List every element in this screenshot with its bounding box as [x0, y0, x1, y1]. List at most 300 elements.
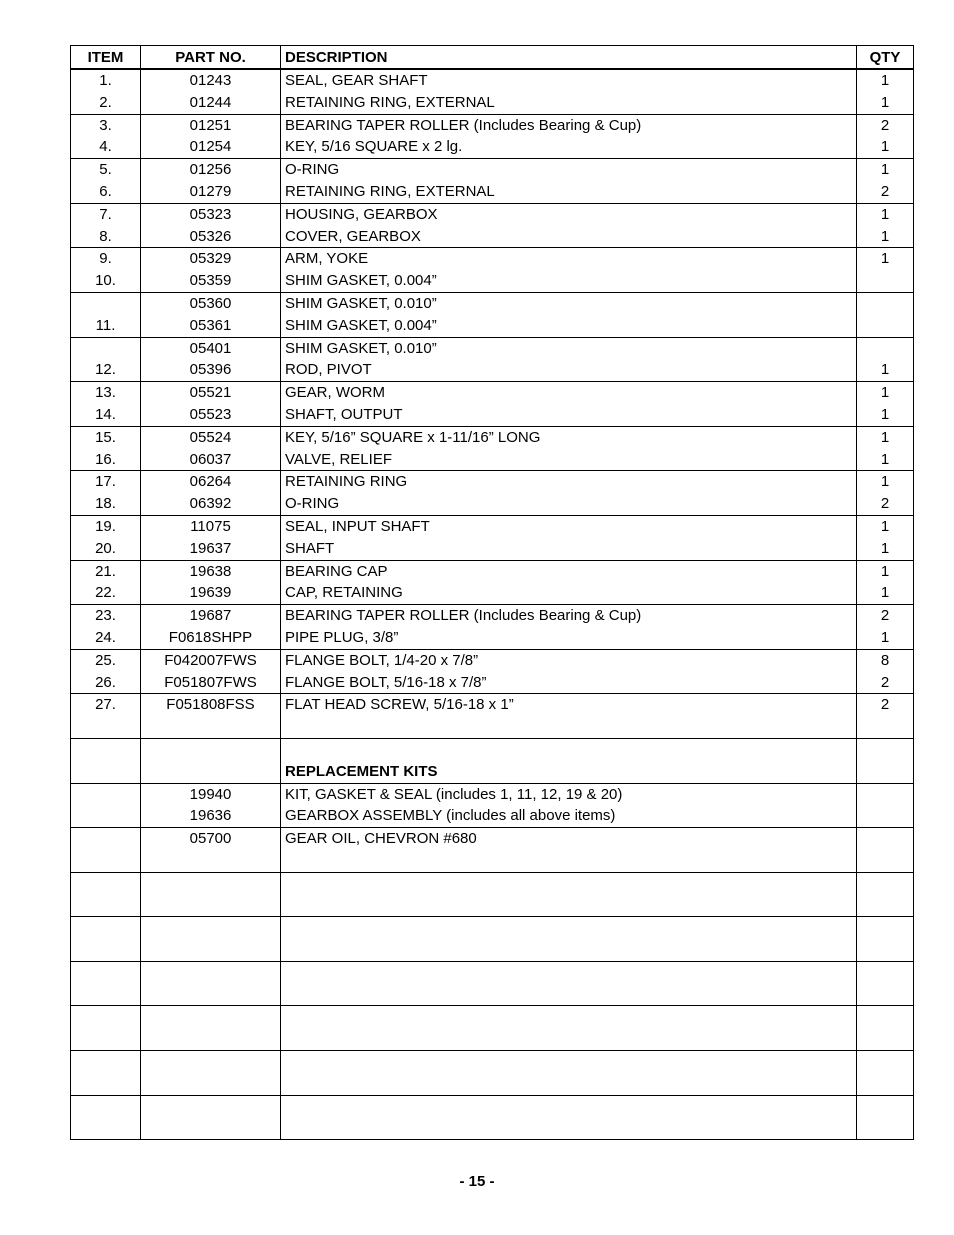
description-cell: [281, 917, 857, 962]
part-number: [145, 1117, 276, 1139]
item-number: [75, 917, 136, 939]
description: SEAL, GEAR SHAFT: [285, 72, 428, 89]
quantity: [861, 784, 909, 806]
quantity-cell: [857, 292, 914, 337]
item-number: 11.: [95, 316, 116, 334]
item-number: [75, 293, 136, 315]
quantity: [861, 1028, 909, 1050]
description: O-RING: [285, 161, 340, 179]
part-number: [145, 1006, 276, 1028]
description: O-RING: [285, 495, 340, 513]
item-number-cell: [71, 114, 141, 159]
quantity-cell: [857, 1095, 914, 1140]
part-number: [145, 1028, 276, 1050]
item-number: 21.: [95, 562, 116, 580]
table-row: [71, 560, 914, 605]
quantity-cell: [857, 783, 914, 828]
quantity: [861, 338, 909, 360]
part-number-cell: [141, 560, 281, 605]
description: [285, 1117, 852, 1139]
description-cell: [281, 694, 857, 739]
item-number: 19.: [95, 517, 116, 535]
item-number: [75, 850, 136, 872]
item-number: 5.: [99, 161, 112, 179]
description: [285, 962, 852, 984]
quantity: [861, 1051, 909, 1073]
part-number: 19638: [189, 562, 232, 580]
quantity: [861, 962, 909, 984]
part-number: 05360: [189, 294, 232, 312]
quantity: 1: [880, 428, 890, 446]
table-row: [71, 605, 914, 650]
item-number-cell: [71, 649, 141, 694]
part-number: 05521: [189, 384, 232, 402]
part-number: 19637: [189, 539, 232, 557]
quantity: [861, 739, 909, 761]
quantity: [861, 1073, 909, 1095]
quantity: 1: [880, 384, 890, 402]
quantity: [861, 1117, 909, 1139]
part-number: [145, 873, 276, 895]
part-number-cell: [141, 783, 281, 828]
item-number: [75, 828, 136, 850]
item-number-cell: [71, 292, 141, 337]
quantity: 2: [880, 116, 890, 134]
quantity: 1: [880, 138, 890, 156]
quantity: 1: [880, 72, 890, 89]
item-number-cell: [71, 605, 141, 650]
item-number: 23.: [95, 607, 116, 625]
quantity-cell: [857, 961, 914, 1006]
description-cell: [281, 872, 857, 917]
table-row: [71, 203, 914, 248]
description: ROD, PIVOT: [285, 361, 372, 379]
parts-body: [71, 69, 914, 1140]
description: KIT, GASKET & SEAL (includes 1, 11, 12, 19 & 20): [285, 785, 623, 803]
table-row: [71, 1006, 914, 1051]
description: CAP, RETAINING: [285, 584, 403, 602]
quantity-cell: [857, 649, 914, 694]
item-number-cell: [71, 515, 141, 560]
item-number-cell: [71, 738, 141, 783]
page-number: - 15 -: [459, 1173, 495, 1190]
quantity: [861, 850, 909, 872]
item-number: [75, 1051, 136, 1073]
part-number: [145, 962, 276, 984]
part-number: [145, 850, 276, 872]
description-cell: [281, 1051, 857, 1096]
description: PIPE PLUG, 3/8”: [285, 628, 399, 646]
description-cell: [281, 1095, 857, 1140]
quantity: [861, 293, 909, 315]
part-number: [145, 939, 276, 961]
item-number-cell: [71, 69, 141, 114]
description: [285, 873, 852, 895]
description: SHIM GASKET, 0.010”: [285, 339, 437, 357]
item-number: [75, 805, 136, 827]
item-number: 17.: [95, 473, 116, 491]
quantity: 1: [880, 227, 890, 245]
part-number-cell: [141, 426, 281, 471]
description-cell: [281, 292, 857, 337]
description: HOUSING, GEARBOX: [285, 205, 438, 223]
quantity-cell: [857, 159, 914, 204]
quantity: [861, 873, 909, 895]
quantity-cell: [857, 69, 914, 114]
item-number-cell: [71, 337, 141, 382]
description: COVER, GEARBOX: [285, 227, 421, 245]
description-cell: [281, 649, 857, 694]
part-number: 19636: [189, 807, 232, 825]
table-row: [71, 917, 914, 962]
quantity-cell: [857, 515, 914, 560]
item-number: 25.: [95, 651, 116, 669]
quantity-cell: [857, 560, 914, 605]
item-number: 20.: [95, 539, 116, 557]
quantity: 1: [880, 205, 890, 223]
part-number-cell: [141, 159, 281, 204]
item-number: 7.: [99, 205, 112, 223]
table-row: [71, 828, 914, 873]
quantity: [861, 716, 909, 738]
description: BEARING CAP: [285, 562, 388, 580]
description: [285, 850, 852, 872]
table-row: [71, 382, 914, 427]
quantity-cell: [857, 694, 914, 739]
description: [285, 739, 852, 761]
description-cell: [281, 783, 857, 828]
quantity: [861, 315, 909, 337]
description: [285, 917, 852, 939]
part-number-cell: [141, 738, 281, 783]
item-number-cell: [71, 1006, 141, 1051]
quantity: 2: [880, 495, 890, 513]
part-number-cell: [141, 515, 281, 560]
description-cell: [281, 426, 857, 471]
part-number: 19639: [189, 584, 232, 602]
quantity-cell: [857, 828, 914, 873]
quantity-cell: [857, 337, 914, 382]
quantity: [861, 1096, 909, 1118]
description: [285, 1073, 852, 1095]
item-number: 22.: [95, 584, 116, 602]
item-number: [75, 984, 136, 1006]
part-number-cell: [141, 1051, 281, 1096]
description: KEY, 5/16 SQUARE x 2 lg.: [285, 138, 463, 156]
description: [285, 984, 852, 1006]
parts-table: [70, 45, 914, 1140]
item-number: 26.: [95, 673, 116, 691]
part-number: [145, 917, 276, 939]
quantity: 1: [880, 539, 890, 557]
part-number-cell: [141, 694, 281, 739]
part-number: [145, 984, 276, 1006]
item-number: 13.: [95, 384, 116, 402]
description: FLANGE BOLT, 5/16-18 x 7/8”: [285, 673, 487, 691]
part-number: F051807FWS: [164, 673, 257, 691]
description: RETAINING RING: [285, 473, 408, 491]
item-number: 27.: [95, 696, 116, 714]
description-cell: [281, 828, 857, 873]
item-number: 4.: [99, 138, 112, 156]
description: GEARBOX ASSEMBLY (includes all above items): [285, 807, 616, 825]
description-cell: [281, 114, 857, 159]
description-cell: [281, 605, 857, 650]
table-row: [71, 738, 914, 783]
description: BEARING TAPER ROLLER (Includes Bearing & Cup): [285, 607, 642, 625]
item-number: 3.: [99, 116, 112, 134]
item-number-cell: [71, 248, 141, 293]
quantity: 2: [880, 696, 890, 714]
quantity: 1: [880, 562, 890, 580]
description: VALVE, RELIEF: [285, 450, 392, 468]
quantity-cell: [857, 203, 914, 248]
table-header-row: [71, 46, 914, 70]
part-number: F042007FWS: [164, 651, 257, 669]
quantity: 1: [880, 161, 890, 179]
part-number: 05700: [189, 830, 232, 848]
part-number-cell: [141, 114, 281, 159]
description-cell: [281, 382, 857, 427]
part-number: 11075: [190, 517, 231, 535]
item-number: [75, 1096, 136, 1118]
part-number: F051808FSS: [166, 696, 255, 714]
part-number: 01244: [189, 93, 232, 111]
part-number-cell: [141, 1095, 281, 1140]
item-number: 9.: [99, 250, 112, 268]
part-number: F0618SHPP: [168, 628, 253, 646]
part-number: 05326: [189, 227, 232, 245]
item-number-cell: [71, 1051, 141, 1096]
description-cell: [281, 203, 857, 248]
item-number: [75, 739, 136, 761]
item-number: [75, 939, 136, 961]
quantity: 1: [880, 584, 890, 602]
quantity-cell: [857, 382, 914, 427]
part-number-cell: [141, 337, 281, 382]
quantity-cell: [857, 1051, 914, 1096]
part-number: [145, 1051, 276, 1073]
description-cell: [281, 337, 857, 382]
description-cell: [281, 738, 857, 783]
quantity-cell: [857, 917, 914, 962]
quantity-cell: [857, 471, 914, 516]
quantity: [861, 1006, 909, 1028]
part-number-cell: [141, 605, 281, 650]
item-number: [75, 894, 136, 916]
quantity-cell: [857, 872, 914, 917]
item-number-cell: [71, 828, 141, 873]
item-number-cell: [71, 159, 141, 204]
header-description: DESCRIPTION: [281, 46, 857, 70]
part-number: 01243: [189, 72, 232, 89]
quantity: [861, 828, 909, 850]
part-number: 01254: [189, 138, 232, 156]
description: [285, 939, 852, 961]
quantity: [861, 917, 909, 939]
part-number: 05329: [189, 250, 232, 268]
table-row: [71, 426, 914, 471]
quantity: 2: [880, 607, 890, 625]
part-number: 05361: [189, 316, 232, 334]
item-number-cell: [71, 426, 141, 471]
description-cell: [281, 961, 857, 1006]
part-number: 06264: [189, 473, 232, 491]
part-number: [145, 1096, 276, 1118]
description: FLANGE BOLT, 1/4-20 x 7/8”: [285, 651, 479, 669]
item-number: 6.: [99, 182, 112, 200]
table-row: [71, 872, 914, 917]
quantity: 1: [880, 361, 890, 379]
table-row: [71, 159, 914, 204]
part-number-cell: [141, 1006, 281, 1051]
item-number: 8.: [99, 227, 112, 245]
part-number: 19940: [189, 785, 232, 803]
description: RETAINING RING, EXTERNAL: [285, 93, 495, 111]
description: SHAFT, OUTPUT: [285, 405, 403, 423]
table-row: [71, 114, 914, 159]
part-number: 05396: [189, 361, 232, 379]
quantity: [861, 939, 909, 961]
header-qty: QTY: [857, 46, 914, 70]
part-number: 06392: [189, 495, 232, 513]
description: GEAR OIL, CHEVRON #680: [285, 830, 477, 848]
table-row: [71, 292, 914, 337]
description: SHIM GASKET, 0.010”: [285, 294, 437, 312]
part-number: 06037: [189, 450, 232, 468]
quantity-cell: [857, 605, 914, 650]
description: [285, 716, 852, 738]
quantity-cell: [857, 738, 914, 783]
quantity: 1: [880, 405, 890, 423]
item-number: [75, 784, 136, 806]
quantity: [861, 761, 909, 783]
quantity: 1: [880, 517, 890, 535]
item-number: [75, 962, 136, 984]
description-cell: [281, 515, 857, 560]
quantity: 1: [880, 93, 890, 111]
item-number: [75, 1073, 136, 1095]
quantity: [861, 984, 909, 1006]
item-number: 2.: [99, 93, 112, 111]
item-number-cell: [71, 961, 141, 1006]
quantity: [861, 805, 909, 827]
table-row: [71, 649, 914, 694]
part-number: 05323: [189, 205, 232, 223]
quantity: 2: [880, 182, 890, 200]
part-number-cell: [141, 917, 281, 962]
table-row: [71, 69, 914, 114]
part-number: [145, 739, 276, 761]
item-number-cell: [71, 872, 141, 917]
item-number-cell: [71, 560, 141, 605]
part-number-cell: [141, 872, 281, 917]
quantity: 1: [880, 450, 890, 468]
part-number: 01251: [189, 116, 232, 134]
description-cell: [281, 69, 857, 114]
item-number: 16.: [95, 450, 116, 468]
part-number: 05523: [189, 405, 232, 423]
description: [285, 894, 852, 916]
table-row: [71, 694, 914, 739]
description-cell: [281, 471, 857, 516]
table-row: [71, 337, 914, 382]
part-number-cell: [141, 828, 281, 873]
item-number: [75, 873, 136, 895]
item-number: [75, 761, 136, 783]
description: SHIM GASKET, 0.004”: [285, 316, 437, 334]
item-number-cell: [71, 694, 141, 739]
description: [285, 1006, 852, 1028]
quantity: [861, 894, 909, 916]
table-row: [71, 961, 914, 1006]
part-number-cell: [141, 649, 281, 694]
part-number: 19687: [189, 607, 232, 625]
item-number: [75, 716, 136, 738]
item-number: 10.: [95, 272, 116, 290]
description-cell: [281, 1006, 857, 1051]
item-number-cell: [71, 382, 141, 427]
table-row: [71, 471, 914, 516]
description: [285, 1051, 852, 1073]
item-number: 24.: [95, 628, 116, 646]
part-number-cell: [141, 248, 281, 293]
item-number: 14.: [95, 405, 116, 423]
description: SHAFT: [285, 539, 335, 557]
description: KEY, 5/16” SQUARE x 1-11/16” LONG: [285, 428, 541, 446]
part-number: 05524: [189, 428, 232, 446]
table-row: [71, 515, 914, 560]
item-number-cell: [71, 471, 141, 516]
part-number: 05359: [189, 272, 232, 290]
description: ARM, YOKE: [285, 250, 369, 268]
item-number-cell: [71, 917, 141, 962]
part-number: [145, 716, 276, 738]
description-cell: [281, 560, 857, 605]
part-number-cell: [141, 69, 281, 114]
quantity-cell: [857, 114, 914, 159]
header-item: ITEM: [71, 46, 141, 70]
description-cell: [281, 248, 857, 293]
item-number: 15.: [95, 428, 116, 446]
item-number-cell: [71, 1095, 141, 1140]
table-row: [71, 783, 914, 828]
part-number: [145, 761, 276, 783]
quantity: 1: [880, 250, 890, 268]
table-row: [71, 1051, 914, 1096]
part-number-cell: [141, 292, 281, 337]
item-number: [75, 1006, 136, 1028]
part-number: 01256: [189, 161, 232, 179]
item-number-cell: [71, 203, 141, 248]
quantity: 2: [880, 673, 890, 691]
quantity: [861, 270, 909, 292]
quantity: 8: [880, 651, 890, 669]
item-number: [75, 1028, 136, 1050]
header-part-no: PART NO.: [141, 46, 281, 70]
part-number: [145, 1073, 276, 1095]
description: FLAT HEAD SCREW, 5/16-18 x 1”: [285, 696, 514, 714]
description: [285, 1096, 852, 1118]
part-number-cell: [141, 382, 281, 427]
table-row: [71, 248, 914, 293]
item-number-cell: [71, 783, 141, 828]
description: SHIM GASKET, 0.004”: [285, 272, 437, 290]
quantity-cell: [857, 248, 914, 293]
part-number: 05401: [189, 339, 232, 357]
description: [285, 1028, 852, 1050]
description: BEARING TAPER ROLLER (Includes Bearing & Cup): [285, 116, 642, 134]
